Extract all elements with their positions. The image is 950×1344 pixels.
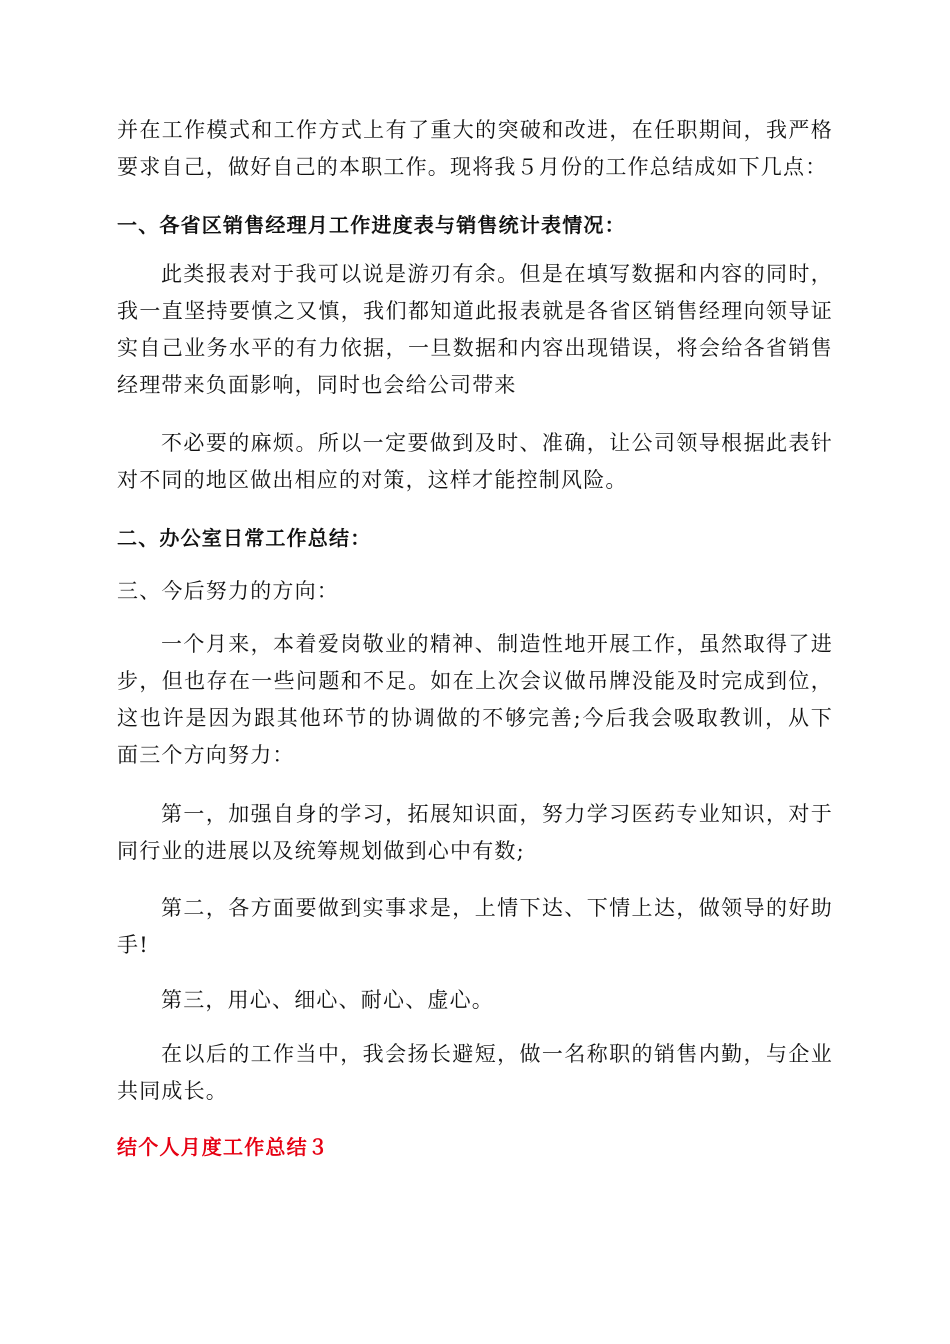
section-1-paragraph-a: 此类报表对于我可以说是游刃有余。但是在填写数据和内容的同时，我一直坚持要慎之又慎，我们都知道此报表就是各省区销售经理向领导证实自己业务水平的有力依据，一旦数据和内容出现错误，将会给各省销售经理带来负面影响，同时也会给公司带来: [117, 262, 833, 397]
point-first-paragraph: 第一，加强自身的学习，拓展知识面，努力学习医药专业知识，对于同行业的进展以及统筹规划做到心中有数;: [117, 802, 833, 863]
section-3-heading: 三、今后努力的方向：: [117, 579, 339, 603]
point-second-paragraph: 第二，各方面要做到实事求是，上情下达、下情上达，做领导的好助手!: [117, 896, 833, 957]
next-section-title: 结个人月度工作总结３: [117, 1135, 329, 1159]
closing-paragraph: 在以后的工作当中，我会扬长避短，做一名称职的销售内勤，与企业共同成长。: [117, 1042, 833, 1103]
point-third-paragraph: 第三，用心、细心、耐心、虚心。: [161, 988, 494, 1012]
section-1-paragraph-b: 不必要的麻烦。所以一定要做到及时、准确，让公司领导根据此表针对不同的地区做出相应的对策，这样才能控制风险。: [117, 431, 833, 492]
intro-paragraph: 并在工作模式和工作方式上有了重大的突破和改进，在任职期间，我严格要求自己，做好自己的本职工作。现将我５月份的工作总结成如下几点：: [117, 118, 833, 179]
section-3-paragraph: 一个月来，本着爱岗敬业的精神、制造性地开展工作，虽然取得了进步，但也存在一些问题和不足。如在上次会议做吊牌没能及时完成到位，这也许是因为跟其他环节的协调做的不够完善;今后我会吸取教训，从下面三个方向努力：: [117, 632, 833, 767]
section-2-heading: 二、办公室日常工作总结：: [117, 526, 372, 550]
section-1-heading: 一、各省区销售经理月工作进度表与销售统计表情况：: [117, 213, 626, 237]
